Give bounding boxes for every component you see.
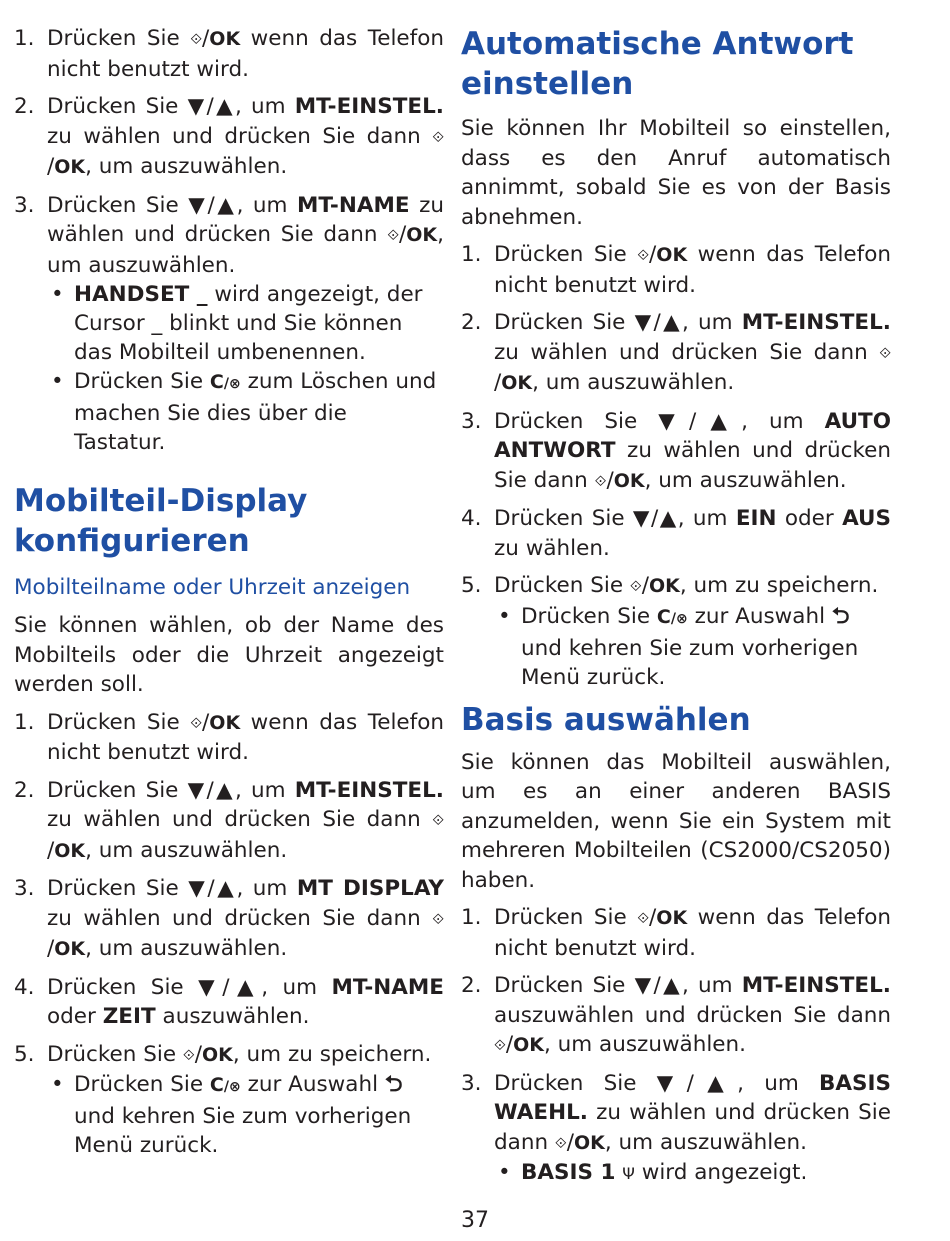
back-arrow-icon: ⮌ [831,603,850,629]
menu-ok-icon: ⟐ [182,1045,195,1064]
clear-delete-icon: C/⊗ [209,1074,241,1096]
menu-ok-icon: ⟐ [190,30,203,48]
bullet-item: • Drücken Sie C/⊗ zur Auswahl ⮌ und kehren Sie zum vorherigen Menü zurück. [47,1070,444,1160]
right-column [461,24,891,1196]
sub-title: Mobilteilname oder Uhrzeit anzeigen [14,575,411,600]
base-steps [461,903,891,1188]
intro-steps [14,24,444,457]
list-item: 5. Drücken Sie ⟐/OK, um zu speichern. • Drücken Sie C/⊗ zur Auswahl ⮌ und kehren Sie zum vorherigen Menü zurück. [461,571,891,692]
section-title: Basis auswählen [461,701,751,738]
section-title: Mobilteil-Display konfigurieren [14,483,308,559]
list-item: 2. Drücken Sie ▼/▲, um MT-EINSTEL. zu wählen und drücken Sie dann ⟐/OK, um auszuwählen. [14,94,445,179]
list-item: 5. Drücken Sie ⟐/OK, um zu speichern. • Drücken Sie C/⊗ zur Auswahl ⮌ und kehren Sie zum vorherigen Menü zurück. [14,1040,444,1161]
menu-ok-icon: ⟐ [494,1036,506,1054]
list-item: 2. Drücken Sie ▼/▲, um MT-EINSTEL. zu wählen und drücken Sie dann ⟐/OK, um auszuwählen. [14,777,445,863]
list-item: 4. Drücken Sie ▼/▲, um EIN oder AUS zu wählen. [461,506,891,561]
menu-ok-icon: ⟐ [432,811,445,829]
list-item: 1. Drücken Sie ⟐/OK wenn das Telefon nicht benutzt wird. [14,26,444,82]
back-arrow-icon: ⮌ [384,1072,403,1097]
menu-ok-icon: ⟐ [190,713,203,732]
menu-ok-icon: ⟐ [387,226,400,244]
bullet-item: • Drücken Sie C/⊗ zur Auswahl ⮌ und kehren Sie zum vorherigen Menü zurück. [494,602,891,692]
bullet-list [47,1070,444,1160]
list-item: 4. Drücken Sie ▼/▲, um MT-NAME oder ZEIT auszuwählen. [14,974,444,1029]
list-item: 3. Drücken Sie ▼/▲, um MT-NAME zu wählen und drücken Sie dann ⟐/OK, um auszuwählen. • HANDSET _ wird angezeigt, der Cursor _ blinkt und Sie können das Mobilteil umbenennen. • Drücken Sie C/⊗ zum Löschen und machen Sie dies über die Tastatur. [14,191,444,458]
list-item: 2. Drücken Sie ▼/▲, um MT-EINSTEL. auszuwählen und drücken Sie dann ⟐/OK, um auszuwählen. [461,971,891,1061]
list-item: 3. Drücken Sie ▼/▲, um AUTO ANTWORT zu wählen und drücken Sie dann ⟐/OK, um auszuwählen. [461,407,891,497]
menu-ok-icon: ⟐ [637,909,650,927]
menu-ok-icon: ⟐ [432,127,445,146]
paragraph: Sie können Ihr Mobilteil so einstellen, dass es den Anruf automatisch annimmt, sobald Sie es von der Basis abnehmen. [461,116,891,230]
display-steps [14,708,444,1161]
list-item: 1. Drücken Sie ⟐/OK wenn das Telefon nicht benutzt wird. [461,242,891,298]
bullet-list [494,602,891,692]
bullet-list [47,280,444,457]
menu-ok-icon: ⟐ [637,246,650,264]
bullet-list [494,1158,891,1188]
paragraph: Sie können wählen, ob der Name des Mobilteils oder die Uhrzeit angezeigt werden soll. [14,613,444,697]
antenna-icon: Ψ [622,1164,635,1183]
left-column [14,24,444,1168]
bullet-item: • Drücken Sie C/⊗ zum Löschen und machen Sie dies über die Tastatur. [47,367,444,457]
bullet-item: • BASIS 1 Ψ wird angezeigt. [494,1158,891,1188]
list-item: 3. Drücken Sie ▼/▲, um BASIS WAEHL. zu wählen und drücken Sie dann ⟐/OK, um auszuwählen. • BASIS 1 Ψ wird angezeigt. [461,1069,891,1189]
menu-ok-icon: ⟐ [629,577,642,595]
page-number: 37 [461,1208,489,1233]
bullet-item: • HANDSET _ wird angezeigt, der Cursor _ blinkt und Sie können das Mobilteil umbenennen. [47,280,444,367]
clear-delete-icon: C/⊗ [656,605,688,628]
paragraph: Sie können das Mobilteil auswählen, um es an einer anderen BASIS anzumelden, wenn Sie ein System mit mehreren Mobilteilen (CS2000/CS2050) haben. [461,749,891,893]
menu-ok-icon: ⟐ [554,1133,567,1152]
menu-ok-icon: ⟐ [594,471,607,490]
list-item: 2. Drücken Sie ▼/▲, um MT-EINSTEL. zu wählen und drücken Sie dann ⟐/OK, um auszuwählen. [461,310,892,395]
list-item: 1. Drücken Sie ⟐/OK wenn das Telefon nicht benutzt wird. [14,709,444,765]
list-item: 3. Drücken Sie ▼/▲, um MT DISPLAY zu wählen und drücken Sie dann ⟐/OK, um auszuwählen. [14,876,445,961]
menu-ok-icon: ⟐ [879,343,892,362]
list-item: 1. Drücken Sie ⟐/OK wenn das Telefon nicht benutzt wird. [461,905,891,961]
section-title: Automatische Antwort einstellen [461,26,854,102]
menu-ok-icon: ⟐ [432,909,445,928]
autoanswer-steps [461,240,891,692]
clear-delete-icon: C/⊗ [209,371,241,393]
